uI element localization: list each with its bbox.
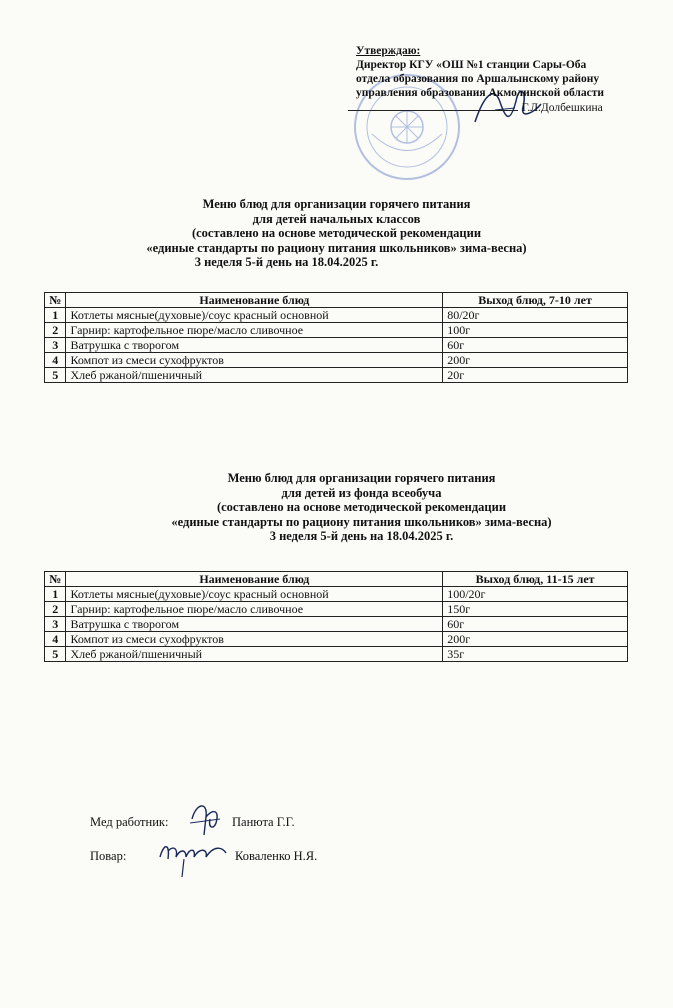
col-header-num: № (45, 293, 66, 308)
col-header-num: № (45, 572, 66, 587)
row-output: 60г (443, 338, 628, 353)
row-dish: Компот из смеси сухофруктов (66, 353, 443, 368)
menu1-title (0, 197, 673, 270)
title-line: «единые стандарты по рациону питания школьников» зима-весна) (171, 514, 552, 529)
row-num: 3 (45, 338, 66, 353)
title-line: для детей начальных классов (252, 211, 421, 226)
table-row (45, 647, 628, 662)
medic-label: Мед работник: (90, 815, 169, 829)
title-line: 3 неделя 5-й день на 18.04.2025 г. (269, 529, 454, 543)
table-row (45, 353, 628, 368)
menu2-table (44, 571, 628, 662)
table-row (45, 632, 628, 647)
row-dish: Хлеб ржаной/пшеничный (66, 647, 443, 662)
table-header-row (45, 293, 628, 308)
table-row (45, 338, 628, 353)
row-num: 1 (45, 308, 66, 323)
row-output: 60г (443, 617, 628, 632)
row-num: 5 (45, 368, 66, 383)
row-dish: Гарнир: картофельное пюре/масло сливочное (66, 602, 443, 617)
col-header-dish: Наименование блюд (66, 293, 443, 308)
row-output: 20г (443, 368, 628, 383)
approval-signer: Г.Л.Долбешкина (522, 102, 603, 114)
approval-line: управления образования Акмолинской области (356, 87, 604, 99)
row-dish: Ватрушка с творогом (66, 338, 443, 353)
table-row (45, 323, 628, 338)
medic-name: Панюта Г.Г. (232, 815, 295, 829)
title-line: Меню блюд для организации горячего питания (227, 471, 496, 485)
row-num: 5 (45, 647, 66, 662)
table-row (45, 602, 628, 617)
cook-name: Коваленко Н.Я. (235, 849, 318, 863)
row-output: 35г (443, 647, 628, 662)
row-num: 4 (45, 353, 66, 368)
medic-signature (186, 799, 224, 839)
title-line: (составлено на основе методической рекомендации (216, 500, 507, 514)
cook-signature (156, 835, 231, 881)
approval-line: отдела образования по Аршалынскому району (356, 73, 600, 85)
approval-line: Директор КГУ «ОШ №1 станции Сары-Оба (356, 59, 587, 71)
title-line: «единые стандарты по рациону питания школьников» зима-весна) (146, 240, 527, 255)
table-row (45, 308, 628, 323)
table-header-row (45, 572, 628, 587)
row-dish: Котлеты мясные(духовые)/соус красный основной (66, 587, 443, 602)
table-row (45, 587, 628, 602)
col-header-output: Выход блюд, 11-15 лет (443, 572, 628, 587)
table-row (45, 617, 628, 632)
col-header-output: Выход блюд, 7-10 лет (443, 293, 628, 308)
title-line: для детей из фонда всеобуча (281, 485, 442, 500)
menu1-table (44, 292, 628, 383)
table-row (45, 368, 628, 383)
row-dish: Хлеб ржаной/пшеничный (66, 368, 443, 383)
row-num: 4 (45, 632, 66, 647)
row-output: 80/20г (443, 308, 628, 323)
row-output: 150г (443, 602, 628, 617)
signature-line (348, 100, 518, 111)
row-output: 200г (443, 632, 628, 647)
title-line: 3 неделя 5-й день на 18.04.2025 г. (194, 255, 379, 269)
row-output: 100/20г (443, 587, 628, 602)
row-num: 2 (45, 602, 66, 617)
title-line: (составлено на основе методической рекомендации (191, 226, 482, 240)
row-dish: Котлеты мясные(духовые)/соус красный основной (66, 308, 443, 323)
row-num: 2 (45, 323, 66, 338)
row-num: 3 (45, 617, 66, 632)
row-dish: Компот из смеси сухофруктов (66, 632, 443, 647)
row-dish: Ватрушка с творогом (66, 617, 443, 632)
approval-block (356, 44, 656, 115)
cook-label: Повар: (90, 849, 127, 863)
col-header-dish: Наименование блюд (66, 572, 443, 587)
menu2-title (0, 471, 673, 544)
title-line: Меню блюд для организации горячего питания (202, 197, 471, 211)
row-dish: Гарнир: картофельное пюре/масло сливочное (66, 323, 443, 338)
row-num: 1 (45, 587, 66, 602)
row-output: 100г (443, 323, 628, 338)
row-output: 200г (443, 353, 628, 368)
approval-heading: Утверждаю: (356, 45, 421, 57)
